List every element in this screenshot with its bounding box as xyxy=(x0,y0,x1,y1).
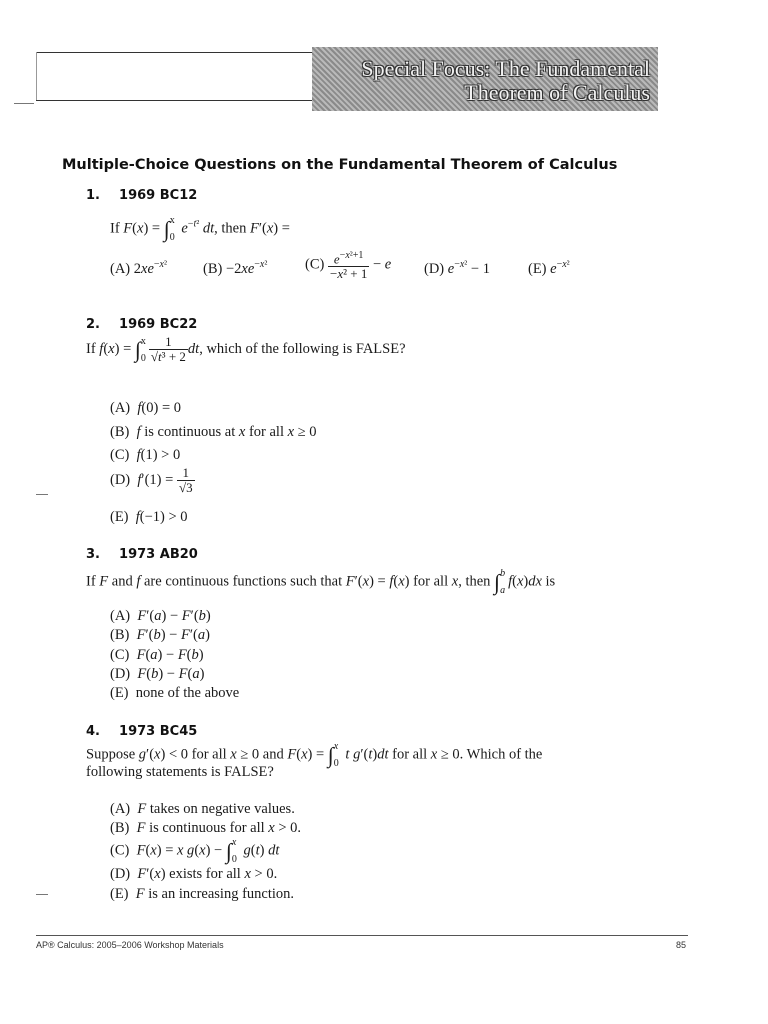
page-number: 85 xyxy=(675,940,686,950)
question-4-choice-c: (C) F(x) = x g(x) − ∫ x 0 g(t) dt xyxy=(110,837,280,865)
question-2-choice-b: (B) f is continuous at x for all x ≥ 0 xyxy=(110,424,317,440)
question-1-source: 1969 BC12 xyxy=(119,188,198,203)
footer-rule xyxy=(36,935,688,936)
question-4-choice-b: (B) F is continuous for all x > 0. xyxy=(110,820,302,836)
scan-mark xyxy=(14,103,34,104)
question-4-stem-line-2: following statements is FALSE? xyxy=(86,764,274,780)
question-1-choice-e: (E) $e^{-x^2}$ xyxy=(528,259,570,277)
question-1-choice-c: (C) $\frac{e^{-x^2+1}}{\text{−x² + 1}}$ − e xyxy=(305,250,392,282)
question-2-header xyxy=(86,317,197,332)
question-3-source: 1973 AB20 xyxy=(119,547,198,562)
question-3-number: 3. xyxy=(86,547,100,562)
banner-line-2: Theorem of Calculus xyxy=(464,80,650,105)
header-top-rule xyxy=(36,52,312,53)
question-3-choice-a: (A) F′(a) − F′(b) xyxy=(110,608,211,624)
scan-mark xyxy=(36,894,48,895)
question-2-source: 1969 BC22 xyxy=(119,317,198,332)
section-banner xyxy=(312,47,658,111)
question-2-number: 2. xyxy=(86,317,100,332)
question-4-choice-d: (D) F′(x) exists for all x > 0. xyxy=(110,866,278,882)
question-1-choice-d: (D) $e^{-x^2} - 1$ xyxy=(424,259,490,277)
question-4-header xyxy=(86,724,197,739)
question-3-choice-d: (D) F(b) − F(a) xyxy=(110,666,205,682)
question-1-choice-a: (A) $2xe^{-x^2}$ xyxy=(110,259,167,277)
question-3-choice-b: (B) F′(b) − F′(a) xyxy=(110,627,210,643)
question-2-choice-a: (A) f(0) = 0 xyxy=(110,400,182,416)
question-2-stem: If f(x) = ∫ x 0 $\frac{1}{\text{√t³ + 2}}$ dt, which of the following is FALSE? xyxy=(86,334,406,364)
banner-line-1: Special Focus: The Fundamental xyxy=(361,56,650,81)
question-4-stem-line-1: Suppose g′(x) < 0 for all x ≥ 0 and F(x) = ∫ x 0 t g′(t)dt for all x ≥ 0. Which of the xyxy=(86,741,543,769)
question-3-choice-e: (E) none of the above xyxy=(110,685,240,701)
question-4-number: 4. xyxy=(86,724,100,739)
scan-mark xyxy=(36,494,48,495)
question-1-stem: If F(x) = ∫ x 0 $e^{-t^2}$ dt, then F′(x) = xyxy=(110,215,290,243)
question-1-header xyxy=(86,188,197,203)
page-title: Multiple-Choice Questions on the Fundamental Theorem of Calculus xyxy=(62,157,618,173)
question-4-source: 1973 BC45 xyxy=(119,724,198,739)
question-4-choice-a: (A) F takes on negative values. xyxy=(110,801,295,817)
question-1-choice-b: $(B) -2xe^{-x^2}$ xyxy=(203,259,268,277)
question-2-choice-e: (E) f(−1) > 0 xyxy=(110,509,188,525)
question-2-choice-d: (D) f′(1) = $\frac{1}{√3}$ xyxy=(110,465,193,495)
question-1-number: 1. xyxy=(86,188,100,203)
question-3-stem: If F and f are continuous functions such that F′(x) = f(x) for all x, then ∫ b a f(x)dx is xyxy=(86,568,556,596)
footer-text: AP® Calculus: 2005–2006 Workshop Materials xyxy=(36,940,224,950)
question-3-choice-c: (C) F(a) − F(b) xyxy=(110,647,204,663)
question-4-choice-e: (E) F is an increasing function. xyxy=(110,886,295,902)
header-bottom-rule xyxy=(36,100,312,101)
question-2-choice-c: (C) f(1) > 0 xyxy=(110,447,181,463)
header-left-bracket xyxy=(36,52,37,100)
question-3-header xyxy=(86,547,198,562)
